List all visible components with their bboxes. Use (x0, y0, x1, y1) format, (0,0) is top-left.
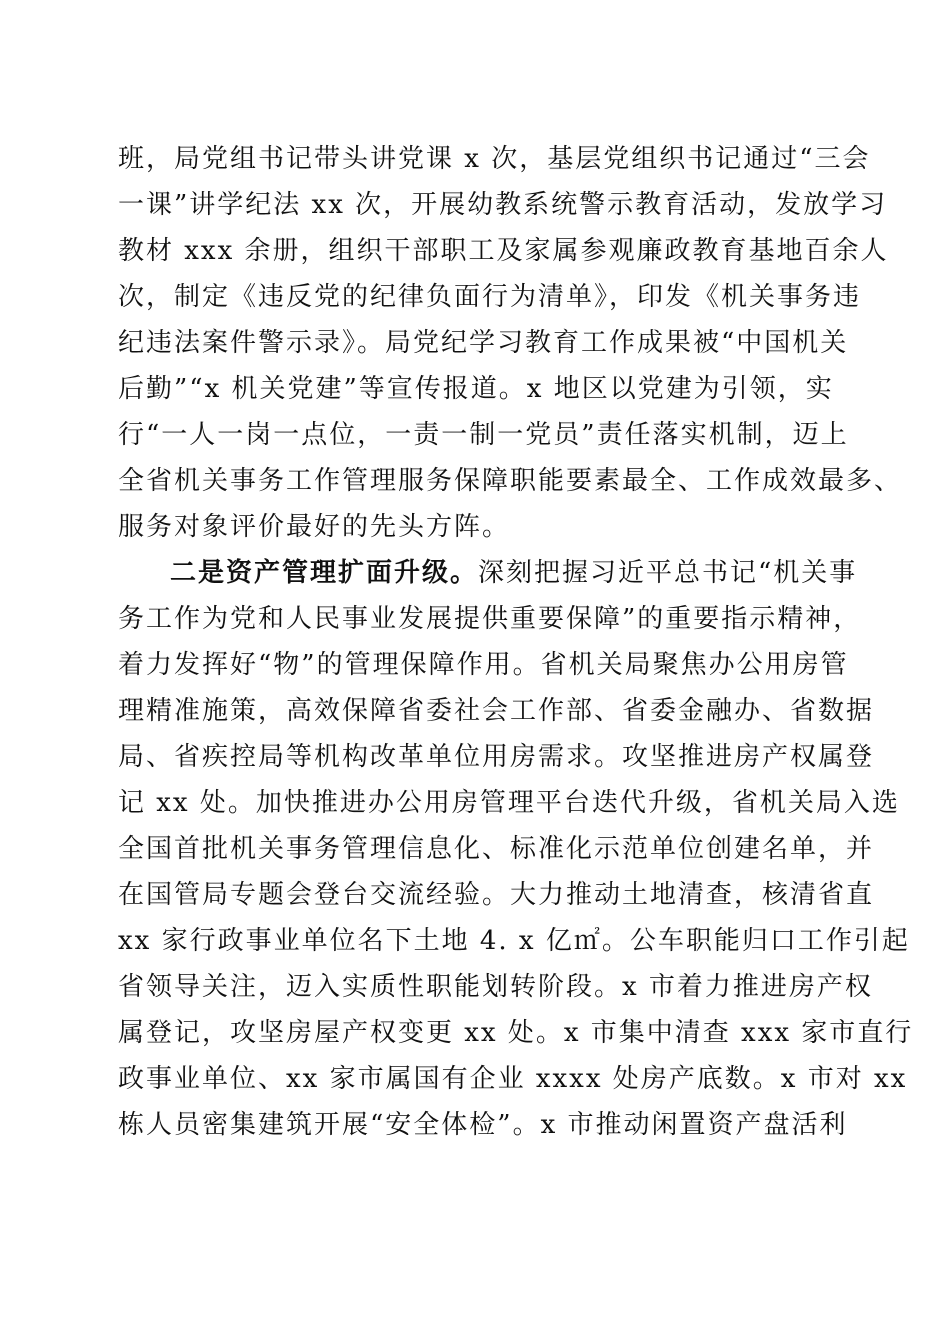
paragraph-line: 记 xx 处。加快推进办公用房管理平台迭代升级，省机关局入选 (118, 788, 900, 818)
section-2-heading: 二是资产管理扩面升级。 (170, 558, 479, 588)
paragraph-line: 教材 xxx 余册，组织干部职工及家属参观廉政教育基地百余人 (118, 236, 889, 266)
section-2-first-line (170, 557, 857, 589)
section-2-first-line-text: 深刻把握习近平总书记“机关事 (478, 558, 858, 588)
paragraph-line: 次，制定《违反党的纪律负面行为清单》，印发《机关事务违 (118, 282, 862, 312)
paragraph-line: 行“一人一岗一点位，一责一制一党员”责任落实机制，迈上 (118, 420, 849, 450)
paragraph-line: 全国首批机关事务管理信息化、标准化示范单位创建名单，并 (118, 834, 875, 864)
paragraph-line: 局、省疾控局等机构改革单位用房需求。攻坚推进房产权属登 (118, 742, 875, 772)
paragraph-line: 理精准施策，高效保障省委社会工作部、省委金融办、省数据 (118, 696, 875, 726)
paragraph-line: 省领导关注，迈入实质性职能划转阶段。x 市着力推进房产权 (118, 972, 873, 1002)
paragraph-line: 纪违法案件警示录》。局党纪学习教育工作成果被“中国机关 (118, 328, 849, 358)
paragraph-line: 着力发挥好“物”的管理保障作用。省机关局聚焦办公用房管 (118, 650, 849, 680)
paragraph-line: 服务对象评价最好的先头方阵。 (118, 512, 511, 542)
paragraph-line: xx 家行政事业单位名下土地 4. x 亿㎡。公车职能归口工作引起 (118, 926, 910, 956)
paragraph-line: 政事业单位、xx 家市属国有企业 xxxx 处房产底数。x 市对 xx (118, 1064, 908, 1094)
paragraph-line: 属登记，攻坚房屋产权变更 xx 处。x 市集中清查 xxx 家市直行 (118, 1018, 914, 1048)
paragraph-line: 全省机关事务工作管理服务保障职能要素最全、工作成效最多、 (118, 466, 903, 496)
paragraph-line: 栋人员密集建筑开展“安全体检”。x 市推动闲置资产盘活利 (118, 1110, 848, 1140)
paragraph-line: 后勤”“x 机关党建”等宣传报道。x 地区以党建为引领，实 (118, 374, 834, 404)
paragraph-line: 务工作为党和人民事业发展提供重要保障”的重要指示精神， (118, 604, 862, 634)
paragraph-line: 一课”讲学纪法 xx 次，开展幼教系统警示教育活动，发放学习 (118, 190, 888, 220)
paragraph-line: 在国管局专题会登台交流经验。大力推动土地清查，核清省直 (118, 880, 875, 910)
paragraph-line: 班，局党组书记带头讲党课 x 次，基层党组织书记通过“三会 (118, 144, 871, 174)
